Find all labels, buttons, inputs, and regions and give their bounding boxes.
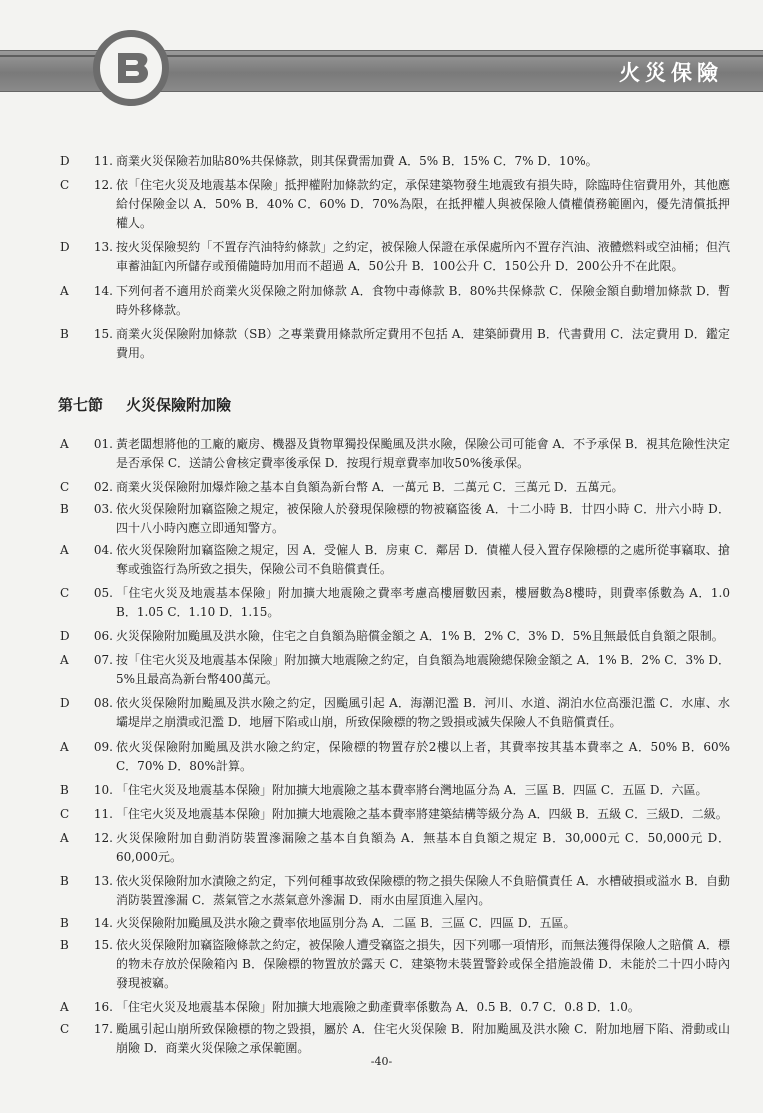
- question-list-previous-section: [60, 152, 730, 363]
- question-number: 11.: [93, 154, 113, 168]
- question-number: 14.: [93, 284, 113, 298]
- question-text: 按火災保險契約「不置存汽油特約條款」之約定，被保險人保證在承保處所內不置存汽油、液體燃料或空油桶；但汽車蓄油缸內所儲存或預備隨時加用而不超過 A．50公升 B．100公升 C．150公升 D．200公升不在此限。: [116, 240, 730, 273]
- question-number: 13.: [93, 240, 113, 254]
- question-item: [60, 541, 730, 579]
- question-number: 09.: [93, 740, 113, 754]
- question-number: 07.: [93, 653, 113, 667]
- question-item: [60, 282, 730, 320]
- question-item: [60, 584, 730, 622]
- answer-key: C: [60, 807, 70, 821]
- question-number: 08.: [93, 696, 113, 710]
- logo-emblem-icon: [100, 37, 162, 99]
- question-number: 02.: [93, 480, 113, 494]
- question-item: [60, 1020, 730, 1058]
- answer-key: C: [60, 1022, 70, 1036]
- question-number: 03.: [93, 502, 113, 516]
- question-item: [60, 805, 730, 824]
- answer-key: D: [60, 154, 70, 168]
- question-text: 火災保險附加颱風及洪水險，住宅之自負額為賠償金額之 A．1% B．2% C．3% D．5%且無最低自負額之限制。: [116, 629, 724, 643]
- answer-key: B: [60, 783, 69, 797]
- question-text: 下列何者不適用於商業火災保險之附加條款 A．食物中毒條款 B．80%共保條款 C．保險金額自動增加條款 D．暫時外移條款。: [116, 284, 730, 317]
- question-text: 「住宅火災及地震基本保險」附加擴大地震險之基本費率將建築結構等級分為 A．四級 B．五級 C．三級D．二級。: [116, 807, 728, 821]
- question-item: [60, 176, 730, 233]
- answer-key: A: [60, 1000, 69, 1014]
- answer-key: D: [60, 240, 70, 254]
- question-list-section-7: [60, 435, 730, 1058]
- content: [60, 152, 730, 1058]
- question-number: 14.: [93, 916, 113, 930]
- answer-key: A: [60, 284, 69, 298]
- question-number: 11.: [93, 807, 113, 821]
- question-text: 火災保險附加颱風及洪水險之費率依地區別分為 A．二區 B．三區 C．四區 D．五區。: [116, 916, 576, 930]
- question-number: 16.: [93, 1000, 113, 1014]
- answer-key: D: [60, 696, 70, 710]
- question-item: [60, 435, 730, 473]
- question-item: [60, 152, 730, 171]
- question-item: [60, 651, 730, 689]
- answer-key: A: [60, 543, 69, 557]
- question-text: 黃老闆想將他的工廠的廠房、機器及貨物單獨投保颱風及洪水險，保險公司可能會 A．不予承保 B．視其危險性決定是否承保 C．送請公會核定費率後承保 D．按現行規章費率加收50%後承保。: [116, 437, 730, 470]
- answer-key: A: [60, 437, 69, 451]
- question-text: 商業火災保險附加爆炸險之基本自負額為新台幣 A．一萬元 B．二萬元 C．三萬元 D．五萬元。: [116, 480, 624, 494]
- answer-key: A: [60, 831, 69, 845]
- question-text: 依火災保險附加颱風及洪水險之約定，因颱風引起 A．海潮氾濫 B．河川、水道、湖泊水位高漲氾濫 C．水庫、水壩堤岸之崩潰或氾濫 D．地層下陷或山崩，所致保險標的物之毀損或滅失保險人不負賠償責任。: [116, 696, 730, 729]
- question-item: [60, 998, 730, 1017]
- question-number: 17.: [93, 1022, 113, 1036]
- question-text: 颱風引起山崩所致保險標的物之毀損，屬於 A．住宅火災保險 B．附加颱風及洪水險 C．附加地層下陷、滑動或山崩險 D．商業火災保險之承保範圍。: [116, 1022, 730, 1055]
- question-item: [60, 500, 730, 538]
- question-text: 火災保險附加自動消防裝置滲漏險之基本自負額為 A．無基本自負額之規定 B．30,000元 C．50,000元 D．60,000元。: [116, 831, 730, 864]
- question-number: 12.: [93, 178, 113, 192]
- answer-key: C: [60, 586, 70, 600]
- question-text: 依「住宅火災及地震基本保險」抵押權附加條款約定，承保建築物發生地震致有損失時，除臨時住宿費用外，其他應給付保險金以 A．50% B．40% C．60% D．70%為限，在抵押權人與被保險人債權債務範圍內，優先清償抵押權人。: [116, 178, 730, 230]
- question-number: 06.: [93, 629, 113, 643]
- question-number: 12.: [93, 831, 113, 845]
- question-text: 商業火災保險附加條款（SB）之專業費用條款所定費用不包括 A．建築師費用 B．代書費用 C．法定費用 D．鑑定費用。: [116, 327, 730, 360]
- question-item: [60, 738, 730, 776]
- question-item: [60, 914, 730, 933]
- question-text: 「住宅火災及地震基本保險」附加擴大地震險之基本費率將台灣地區分為 A．三區 B．四區 C．五區 D．六區。: [116, 783, 708, 797]
- question-text: 按「住宅火災及地震基本保險」附加擴大地震險之約定，自負額為地震險總保險金額之 A．1% B．2% C．3% D．5%且最高為新台幣400萬元。: [116, 653, 730, 686]
- answer-key: B: [60, 327, 69, 341]
- question-text: 依火災保險附加竊盜險條款之約定，被保險人遭受竊盜之損失，因下列哪一項情形，而無法獲得保險人之賠償 A．標的物未存放於保險箱內 B．保險標的物置放於露天 C．建築物未裝置警鈴或保全措施設備 D．未能於二十四小時內發現被竊。: [116, 938, 730, 990]
- section-number: 第七節: [58, 396, 104, 414]
- question-number: 01.: [93, 437, 113, 451]
- publisher-logo: [93, 30, 169, 106]
- question-text: 商業火災保險若加貼80%共保條款，則其保費需加費 A．5% B．15% C．7% D．10%。: [116, 154, 598, 168]
- question-number: 05.: [93, 586, 113, 600]
- question-text: 「住宅火災及地震基本保險」附加擴大地震險之動產費率係數為 A．0.5 B．0.7 C．0.8 D．1.0。: [116, 1000, 640, 1014]
- question-number: 15.: [93, 327, 113, 341]
- question-text: 「住宅火災及地震基本保險」附加擴大地震險之費率考慮高樓層數因素，樓層數為8樓時，則費率係數為 A．1.0 B．1.05 C．1.10 D．1.15。: [116, 586, 730, 619]
- answer-key: D: [60, 629, 70, 643]
- question-item: [60, 781, 730, 800]
- question-item: [60, 325, 730, 363]
- question-number: 15.: [93, 938, 113, 952]
- question-text: 依火災保險附加竊盜險之規定，被保險人於發現保險標的物被竊盜後 A．十二小時 B．廿四小時 C．卅六小時 D．四十八小時內應立即通知警方。: [116, 502, 730, 535]
- question-text: 依火災保險附加竊盜險之規定，因 A．受僱人 B．房東 C．鄰居 D．債權人侵入置存保險標的之處所從事竊取、搶奪或強盜行為所致之損失，保險公司不負賠償責任。: [116, 543, 730, 576]
- question-number: 04.: [93, 543, 113, 557]
- answer-key: B: [60, 938, 69, 952]
- section-heading: [58, 395, 730, 415]
- page-number: -40-: [370, 1055, 393, 1068]
- chapter-title: 火災保險: [619, 61, 723, 85]
- question-item: [60, 936, 730, 993]
- question-item: [60, 238, 730, 276]
- question-number: 10.: [93, 783, 113, 797]
- answer-key: A: [60, 653, 69, 667]
- question-text: 依火災保險附加水漬險之約定，下列何種事故致保險標的物之損失保險人不負賠償責任 A．水槽破損或溢水 B．自動消防裝置滲漏 C．蒸氣管之水蒸氣意外滲漏 D．雨水由屋頂進入屋內。: [116, 874, 730, 907]
- answer-key: B: [60, 874, 69, 888]
- question-item: [60, 872, 730, 910]
- question-item: [60, 478, 730, 497]
- question-item: [60, 694, 730, 732]
- question-item: [60, 627, 730, 646]
- answer-key: C: [60, 178, 70, 192]
- answer-key: B: [60, 916, 69, 930]
- question-text: 依火災保險附加颱風及洪水險之約定，保險標的物置存於2樓以上者，其費率按其基本費率之 A．50% B．60% C．70% D．80%計算。: [116, 740, 730, 773]
- question-item: [60, 829, 730, 867]
- section-title: 火災保險附加險: [126, 396, 232, 414]
- answer-key: B: [60, 502, 69, 516]
- question-number: 13.: [93, 874, 113, 888]
- answer-key: C: [60, 480, 70, 494]
- answer-key: A: [60, 740, 69, 754]
